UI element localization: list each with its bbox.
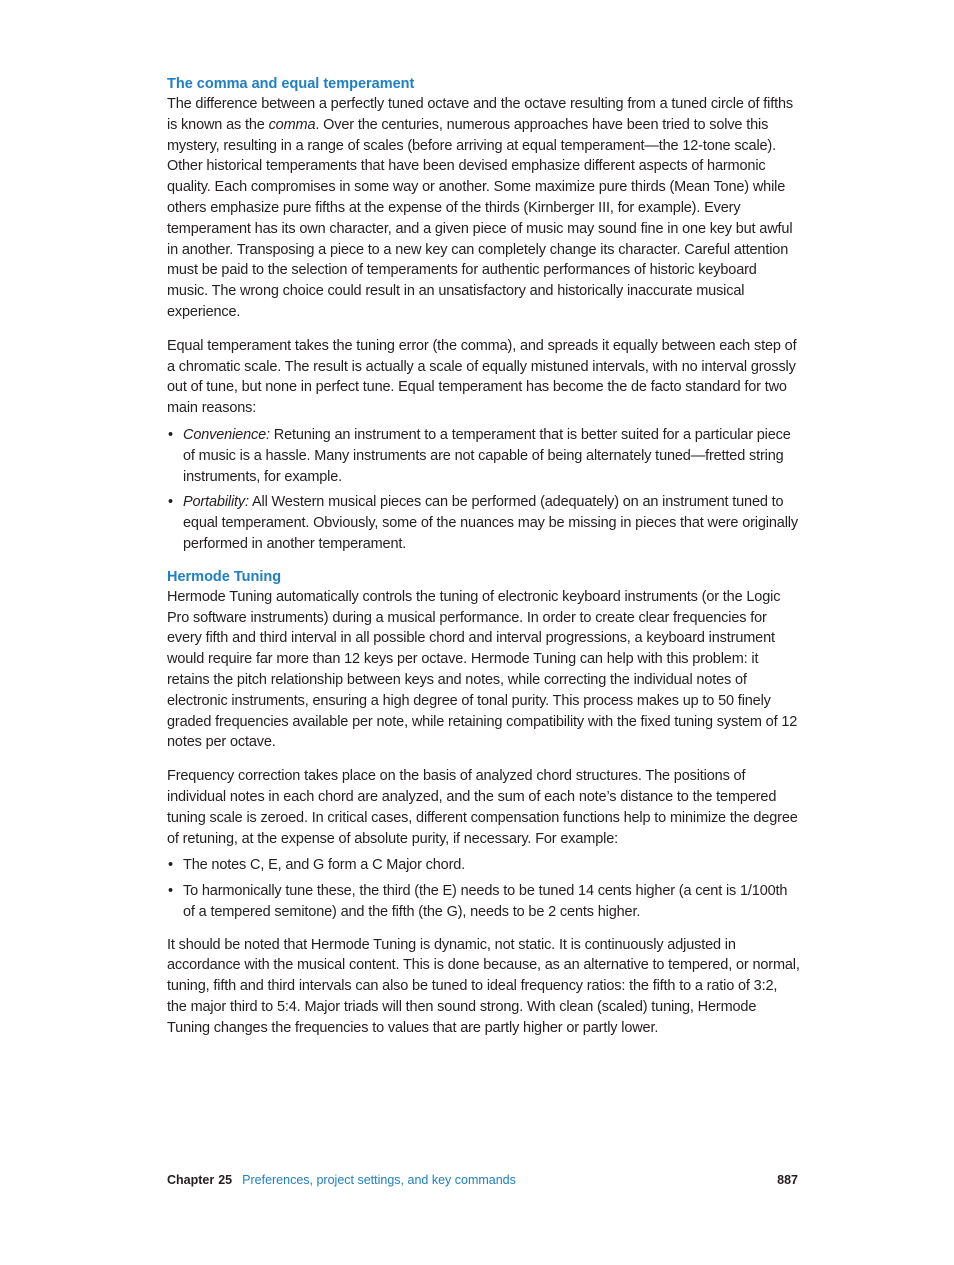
- footer-chapter-label: Chapter: [167, 1173, 215, 1187]
- page-footer: [167, 1173, 798, 1191]
- reasons-list: [167, 425, 800, 555]
- footer-page-number: 887: [777, 1173, 798, 1187]
- page-content: [167, 74, 800, 1039]
- footer-chapter-link[interactable]: Preferences, project settings, and key commands: [242, 1173, 516, 1187]
- list-item: • To harmonically tune these, the third (the E) needs to be tuned 14 cents higher (a cent is 1/100th of a tempered semitone) and the fifth (the G), needs to be 2 cents higher.: [168, 883, 788, 920]
- paragraph-hermode-1: Hermode Tuning automatically controls the tuning of electronic keyboard instruments (or the Logic Pro software instruments) during a musical performance. In order to create clear frequencies for every fifth and third interval in all possible chord and interval progressions, a keyboard instrument would require far more than 12 keys per octave. Hermode Tuning can help with this problem: it retains the pitch relationship between keys and notes, while correcting the individual notes of electronic instruments, ensuring a high degree of tonal purity. This process makes up to 50 finely graded frequencies available per note, while retaining compatibility with the fixed tuning system of 12 notes per octave.: [167, 588, 798, 751]
- paragraph-hermode-3: It should be noted that Hermode Tuning is dynamic, not static. It is continuously adjusted in accordance with the musical content. This is done because, as an alternative to tempered, or normal, tuning, fifth and third intervals can also be tuned to ideal frequency ratios: the fifth to a ratio of 3:2, the major third to 5:4. Major triads will then sound strong. With clean (scaled) tuning, Hermode Tuning changes the frequencies to values that are partly higher or partly lower.: [167, 936, 800, 1036]
- paragraph-comma-2: Equal temperament takes the tuning error (the comma), and spreads it equally between each step of a chromatic scale. The result is actually a scale of equally mistuned intervals, with no interval grossly out of tune, but none in perfect tune. Equal temperament has become the de facto standard for two main reasons:: [167, 337, 797, 417]
- paragraph-comma-1: The difference between a perfectly tuned octave and the octave resulting from a tuned circle of fifths is known as the comma. Over the centuries, numerous approaches have been tried to solve this mystery, resulting in a range of scales (before arriving at equal temperament—the 12-tone scale). Other historical temperaments that have been devised emphasize different aspects of harmonic quality. Each compromises in some way or another. Some maximize pure thirds (Mean Tone) while others emphasize pure fifths at the expense of the thirds (Kirnberger III, for example). Every temperament has its own character, and a given piece of music may sound fine in one key but awful in another. Transposing a piece to a new key can completely change its character. Careful attention must be paid to the selection of temperaments for authentic performances of historic keyboard music. The wrong choice could result in an unsatisfactory and historically inaccurate musical experience.: [167, 96, 794, 320]
- example-list: [167, 855, 800, 922]
- list-item: • The notes C, E, and G form a C Major chord.: [168, 857, 466, 874]
- paragraph-hermode-2: Frequency correction takes place on the basis of analyzed chord structures. The positions of individual notes in each chord are analyzed, and the sum of each note’s distance to the tempered tuning scale is zeroed. In critical cases, different compensation functions help to minimize the degree of retuning, at the expense of absolute purity, if necessary. For example:: [167, 768, 798, 847]
- list-item: • Portability: All Western musical pieces can be performed (adequately) on an instrument tuned to equal temperament. Obviously, some of the nuances may be missing in pieces that were originally performed in another temperament.: [168, 494, 798, 552]
- footer-chapter-number: 25: [218, 1173, 233, 1187]
- section-heading-comma: The comma and equal temperament: [167, 76, 415, 92]
- section-heading-hermode: Hermode Tuning: [167, 568, 282, 585]
- list-item: • Convenience: Retuning an instrument to a temperament that is better suited for a particular piece of music is a hassle. Many instruments are not capable of being alternately tuned—fretted string instruments, for example.: [168, 426, 791, 485]
